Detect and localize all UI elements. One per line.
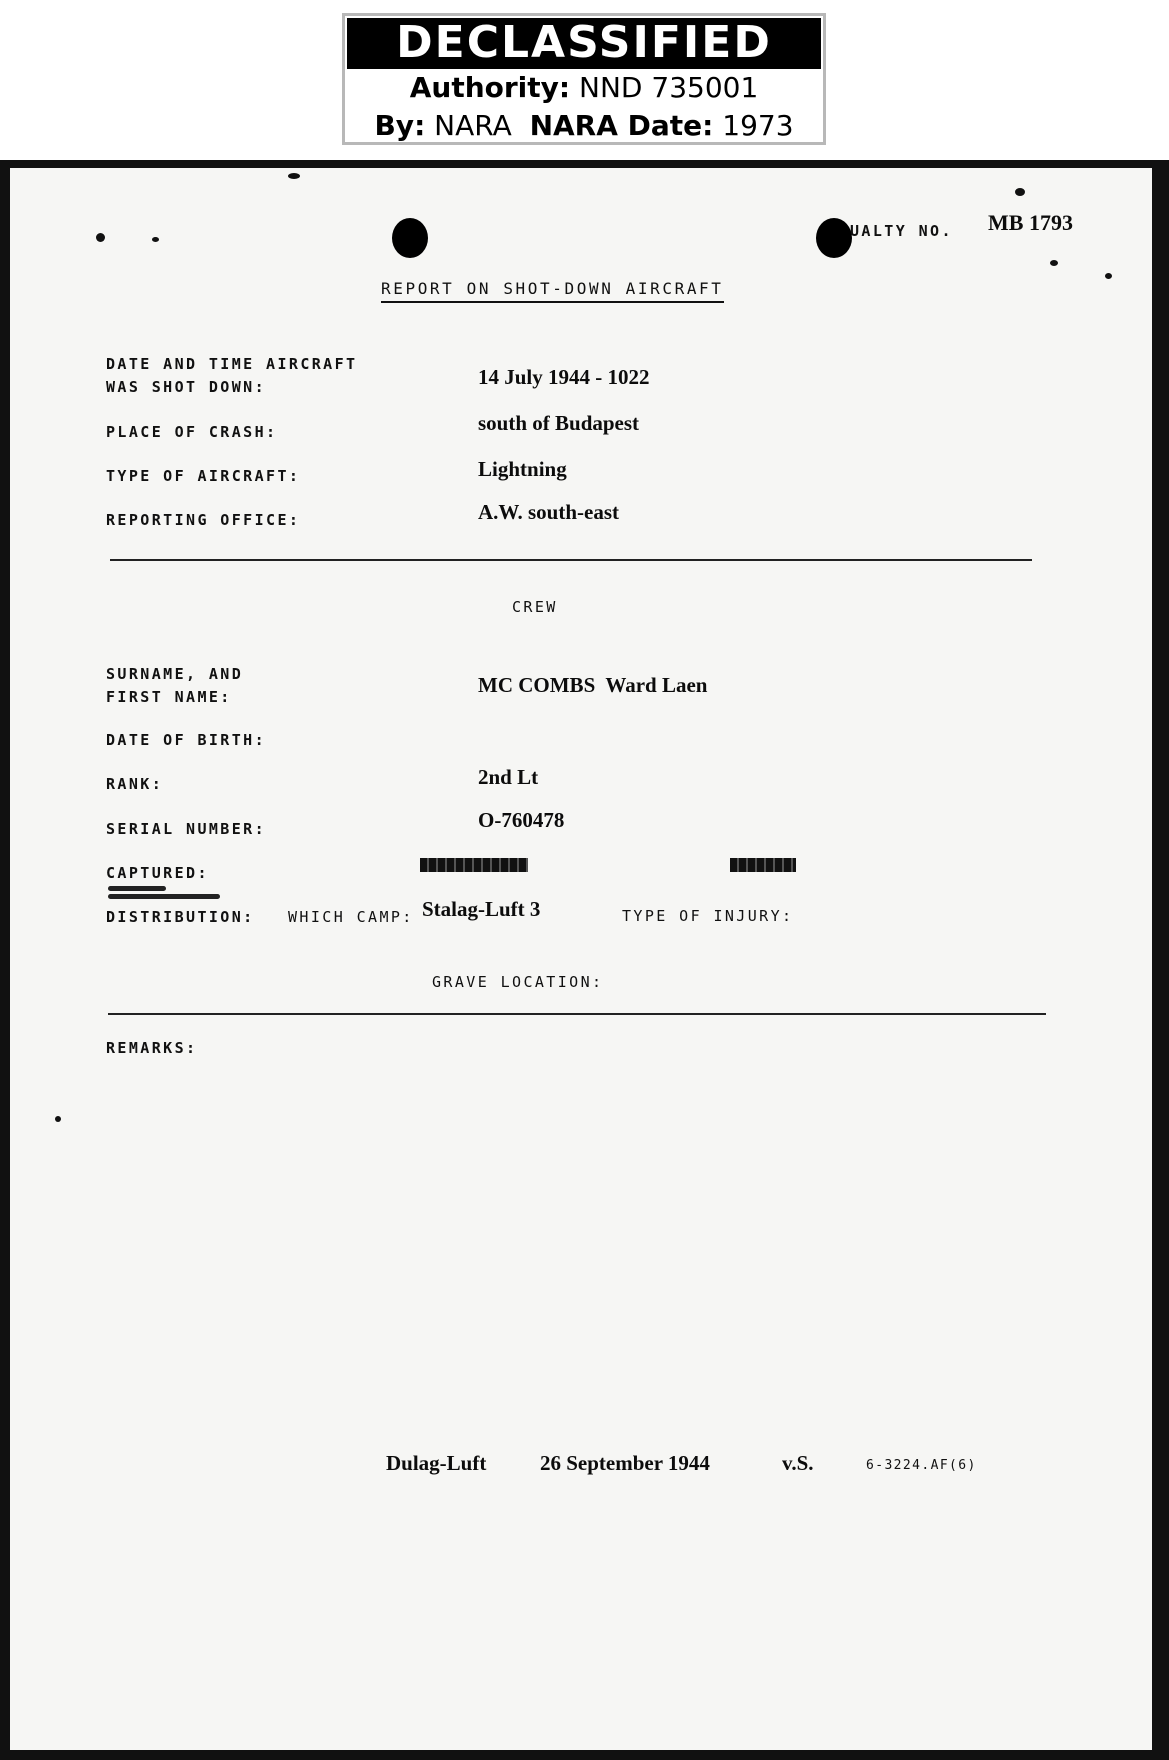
place-of-crash-value: south of Budapest xyxy=(478,411,640,435)
stamp-authority xyxy=(345,69,823,107)
struck-out-text xyxy=(420,858,528,872)
handwritten-scribble xyxy=(108,886,166,891)
crew-name-value: MC COMBS Ward Laen xyxy=(478,673,708,697)
footer-initials: v.S. xyxy=(782,1451,814,1475)
rank-value: 2nd Lt xyxy=(478,765,539,789)
stamp-date-label: NARA Date: xyxy=(529,109,714,142)
date-time-value: 14 July 1944 - 1022 xyxy=(478,365,650,389)
speck xyxy=(96,233,105,242)
stamp-by-label: By: xyxy=(374,109,426,142)
serial-number-label: SERIAL NUMBER: xyxy=(106,820,267,838)
rank-label: RANK: xyxy=(106,775,164,793)
serial-number-value: O-760478 xyxy=(478,808,565,832)
casualty-number-value: MB 1793 xyxy=(988,210,1073,235)
footer-place: Dulag-Luft xyxy=(386,1451,487,1475)
stamp-by-value: NARA xyxy=(434,109,512,142)
speck xyxy=(152,237,159,242)
surname-label-line2: FIRST NAME: xyxy=(106,688,232,706)
stamp-authority-label: Authority: xyxy=(409,71,571,104)
casualty-number-label: UALTY NO. xyxy=(850,222,953,240)
stamp-by-line xyxy=(345,107,823,145)
date-label-line2: WAS SHOT DOWN: xyxy=(106,378,267,396)
section-divider xyxy=(110,559,1032,561)
surname-label-line1: SURNAME, AND xyxy=(106,665,244,683)
speck xyxy=(55,1116,61,1122)
punch-hole-left xyxy=(392,218,428,258)
speck xyxy=(1105,273,1112,279)
type-of-injury-label: TYPE OF INJURY: xyxy=(622,907,794,925)
declassified-stamp xyxy=(342,13,826,145)
place-of-crash-label: PLACE OF CRASH: xyxy=(106,423,278,441)
speck xyxy=(1015,188,1025,196)
reporting-office-label: REPORTING OFFICE: xyxy=(106,511,301,529)
aircraft-type-value: Lightning xyxy=(478,457,567,481)
stamp-authority-value: NND 735001 xyxy=(579,71,759,104)
struck-out-text xyxy=(730,858,796,872)
captured-label: CAPTURED: xyxy=(106,864,209,882)
report-title: REPORT ON SHOT-DOWN AIRCRAFT xyxy=(381,276,724,303)
section-divider xyxy=(108,1013,1046,1015)
scanned-page-frame xyxy=(0,160,1169,1760)
remarks-label: REMARKS: xyxy=(106,1039,198,1057)
speck xyxy=(1050,260,1058,266)
punch-hole-right xyxy=(816,218,852,258)
camp-value: Stalag-Luft 3 xyxy=(422,897,541,921)
which-camp-label: WHICH CAMP: xyxy=(288,908,414,926)
stamp-date-value: 1973 xyxy=(722,109,794,142)
grave-location-label: GRAVE LOCATION: xyxy=(432,973,604,991)
form-number: 6-3224.AF(6) xyxy=(866,1458,977,1473)
speck xyxy=(288,173,300,179)
footer-date: 26 September 1944 xyxy=(540,1451,710,1475)
crew-heading: CREW xyxy=(512,598,558,616)
handwritten-scribble xyxy=(108,894,220,899)
stamp-title: DECLASSIFIED xyxy=(347,18,821,69)
date-of-birth-label: DATE OF BIRTH: xyxy=(106,731,267,749)
reporting-office-value: A.W. south-east xyxy=(478,500,619,524)
aircraft-type-label: TYPE OF AIRCRAFT: xyxy=(106,467,301,485)
document-paper xyxy=(10,168,1152,1750)
distribution-label: DISTRIBUTION: xyxy=(106,908,255,926)
date-label-line1: DATE AND TIME AIRCRAFT xyxy=(106,355,358,373)
